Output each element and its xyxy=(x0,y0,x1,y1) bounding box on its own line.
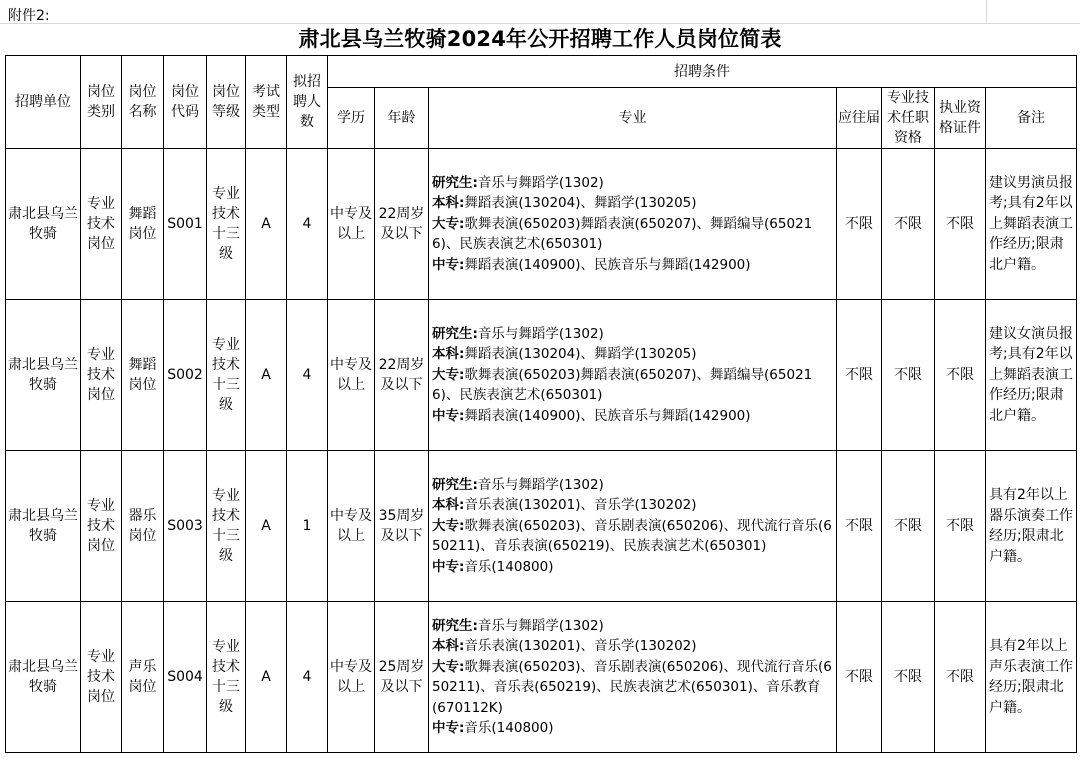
header-remarks: 备注 xyxy=(986,88,1077,149)
major-level: 研究生: xyxy=(432,325,478,342)
major-level: 本科: xyxy=(432,195,465,212)
major-text: 歌舞表演(650203)舞蹈表演(650207)、舞蹈编导(650216)、民族表演艺术(650301) xyxy=(432,366,813,404)
major-line xyxy=(432,718,833,739)
cell-exam-type: A xyxy=(246,451,287,602)
major-level: 研究生: xyxy=(432,617,478,634)
major-line xyxy=(432,214,833,255)
cell-remark: 建议女演员报考;具有2年以上舞蹈表演工作经历;限肃北户籍。 xyxy=(986,300,1077,451)
table-row xyxy=(6,300,1077,451)
header-exam-type: 考试类型 xyxy=(246,56,287,149)
major-text: 音乐与舞蹈学(1302) xyxy=(477,325,604,342)
cell-count: 1 xyxy=(287,451,328,602)
cell-unit: 肃北县乌兰牧骑 xyxy=(6,149,81,300)
cell-post-code: S003 xyxy=(164,451,207,602)
cell-category: 专业技术岗位 xyxy=(81,451,122,602)
cell-practice-cert: 不限 xyxy=(935,451,986,602)
cell-remark: 建议男演员报考;具有2年以上舞蹈表演工作经历;限肃北户籍。 xyxy=(986,149,1077,300)
header-education: 学历 xyxy=(328,88,375,149)
major-level: 研究生: xyxy=(432,476,478,493)
cell-post-name: 舞蹈岗位 xyxy=(122,300,164,451)
major-line xyxy=(432,406,833,427)
page-title: 肃北县乌兰牧骑2024年公开招聘工作人员岗位简表 xyxy=(298,27,782,51)
major-text: 舞蹈表演(140900)、民族音乐与舞蹈(142900) xyxy=(464,256,751,273)
cell-post-grade: 专业技术十三级 xyxy=(207,602,246,753)
cell-fresh-grad: 不限 xyxy=(837,300,882,451)
major-text: 音乐与舞蹈学(1302) xyxy=(477,617,604,634)
header-post-name: 岗位名称 xyxy=(122,56,164,149)
header-post-grade: 岗位等级 xyxy=(207,56,246,149)
major-text: 音乐表演(130201)、音乐学(130202) xyxy=(464,497,697,514)
cell-tech-qualification: 不限 xyxy=(882,602,935,753)
major-line xyxy=(432,657,833,719)
cell-age: 22周岁及以下 xyxy=(375,300,429,451)
cell-education: 中专及以上 xyxy=(328,149,375,300)
cell-age: 25周岁及以下 xyxy=(375,602,429,753)
cell-unit: 肃北县乌兰牧骑 xyxy=(6,451,81,602)
positions-table xyxy=(5,55,1077,753)
cell-remark: 具有2年以上声乐表演工作经历;限肃北户籍。 xyxy=(986,602,1077,753)
header-age: 年龄 xyxy=(375,88,429,149)
table-row xyxy=(6,451,1077,602)
major-level: 本科: xyxy=(432,346,465,363)
header-planned-count: 拟招聘人数 xyxy=(287,56,328,149)
table-row xyxy=(6,602,1077,753)
header-post-category: 岗位类别 xyxy=(81,56,122,149)
cell-education: 中专及以上 xyxy=(328,451,375,602)
cell-category: 专业技术岗位 xyxy=(81,300,122,451)
cell-fresh-grad: 不限 xyxy=(837,451,882,602)
header-fresh-grad: 应往届 xyxy=(837,88,882,149)
cell-tech-qualification: 不限 xyxy=(882,149,935,300)
major-line xyxy=(432,324,833,345)
major-line xyxy=(432,255,833,276)
major-text: 音乐与舞蹈学(1302) xyxy=(477,476,604,493)
top-line xyxy=(0,0,1080,24)
cell-education: 中专及以上 xyxy=(328,602,375,753)
cell-tech-qualification: 不限 xyxy=(882,300,935,451)
major-line xyxy=(432,173,833,194)
cell-exam-type: A xyxy=(246,602,287,753)
header-unit: 招聘单位 xyxy=(6,56,81,149)
cell-post-grade: 专业技术十三级 xyxy=(207,300,246,451)
major-text: 音乐(140800) xyxy=(464,558,554,575)
cell-post-name: 器乐岗位 xyxy=(122,451,164,602)
cell-practice-cert: 不限 xyxy=(935,300,986,451)
major-text: 音乐(140800) xyxy=(464,720,554,736)
major-line xyxy=(432,475,833,496)
major-text: 歌舞表演(650203)、音乐剧表演(650206)、现代流行音乐(650211)、音乐表演(650219)、民族表演艺术(650301) xyxy=(432,517,832,555)
gridline xyxy=(986,0,987,24)
major-level: 大专: xyxy=(432,366,465,383)
major-line xyxy=(432,365,833,406)
cell-category: 专业技术岗位 xyxy=(81,149,122,300)
cell-post-name: 声乐岗位 xyxy=(122,602,164,753)
cell-major xyxy=(429,451,837,602)
table-row xyxy=(6,149,1077,300)
cell-count: 4 xyxy=(287,300,328,451)
header-conditions: 招聘条件 xyxy=(328,56,1077,88)
header-row xyxy=(6,56,1077,88)
major-text: 舞蹈表演(140900)、民族音乐与舞蹈(142900) xyxy=(464,407,751,424)
cell-post-code: S001 xyxy=(164,149,207,300)
cell-remark: 具有2年以上器乐演奏工作经历;限肃北户籍。 xyxy=(986,451,1077,602)
cell-unit: 肃北县乌兰牧骑 xyxy=(6,300,81,451)
cell-tech-qualification: 不限 xyxy=(882,451,935,602)
cell-major xyxy=(429,149,837,300)
cell-age: 35周岁及以下 xyxy=(375,451,429,602)
header-post-code: 岗位代码 xyxy=(164,56,207,149)
cell-major xyxy=(429,602,837,753)
major-line xyxy=(432,495,833,516)
major-level: 大专: xyxy=(432,658,465,675)
major-line xyxy=(432,557,833,578)
cell-post-code: S004 xyxy=(164,602,207,753)
cell-fresh-grad: 不限 xyxy=(837,149,882,300)
cell-unit: 肃北县乌兰牧骑 xyxy=(6,602,81,753)
cell-count: 4 xyxy=(287,149,328,300)
major-level: 中专: xyxy=(432,558,465,575)
major-text: 舞蹈表演(130204)、舞蹈学(130205) xyxy=(464,346,697,363)
cell-exam-type: A xyxy=(246,300,287,451)
major-level: 本科: xyxy=(432,638,465,654)
major-line xyxy=(432,636,833,657)
major-line xyxy=(432,616,833,637)
major-level: 本科: xyxy=(432,497,465,514)
major-text: 歌舞表演(650203)舞蹈表演(650207)、舞蹈编导(650216)、民族表演艺术(650301) xyxy=(432,215,813,253)
major-text: 歌舞表演(650203)、音乐剧表演(650206)、现代流行音乐(650211)、音乐表(650219)、民族表演艺术(650301)、音乐教育(670112K) xyxy=(432,658,832,716)
major-text: 舞蹈表演(130204)、舞蹈学(130205) xyxy=(464,195,697,212)
attachment-label: 附件2: xyxy=(8,8,50,24)
major-level: 中专: xyxy=(432,720,465,736)
major-level: 中专: xyxy=(432,407,465,424)
major-level: 大专: xyxy=(432,215,465,232)
cell-education: 中专及以上 xyxy=(328,300,375,451)
cell-major xyxy=(429,300,837,451)
major-text: 音乐表演(130201)、音乐学(130202) xyxy=(464,638,697,654)
major-line xyxy=(432,193,833,214)
cell-fresh-grad: 不限 xyxy=(837,602,882,753)
cell-exam-type: A xyxy=(246,149,287,300)
major-line xyxy=(432,344,833,365)
header-practice-cert: 执业资格证件 xyxy=(935,88,986,149)
major-line xyxy=(432,516,833,557)
cell-category: 专业技术岗位 xyxy=(81,602,122,753)
cell-count: 4 xyxy=(287,602,328,753)
cell-post-grade: 专业技术十三级 xyxy=(207,149,246,300)
cell-post-grade: 专业技术十三级 xyxy=(207,451,246,602)
header-major: 专业 xyxy=(429,88,837,149)
major-level: 研究生: xyxy=(432,174,478,191)
cell-post-code: S002 xyxy=(164,300,207,451)
major-level: 中专: xyxy=(432,256,465,273)
header-tech-qualification: 专业技术任职资格 xyxy=(882,88,935,149)
cell-practice-cert: 不限 xyxy=(935,602,986,753)
major-text: 音乐与舞蹈学(1302) xyxy=(477,174,604,191)
cell-practice-cert: 不限 xyxy=(935,149,986,300)
cell-post-name: 舞蹈岗位 xyxy=(122,149,164,300)
major-level: 大专: xyxy=(432,517,465,534)
cell-age: 22周岁及以下 xyxy=(375,149,429,300)
